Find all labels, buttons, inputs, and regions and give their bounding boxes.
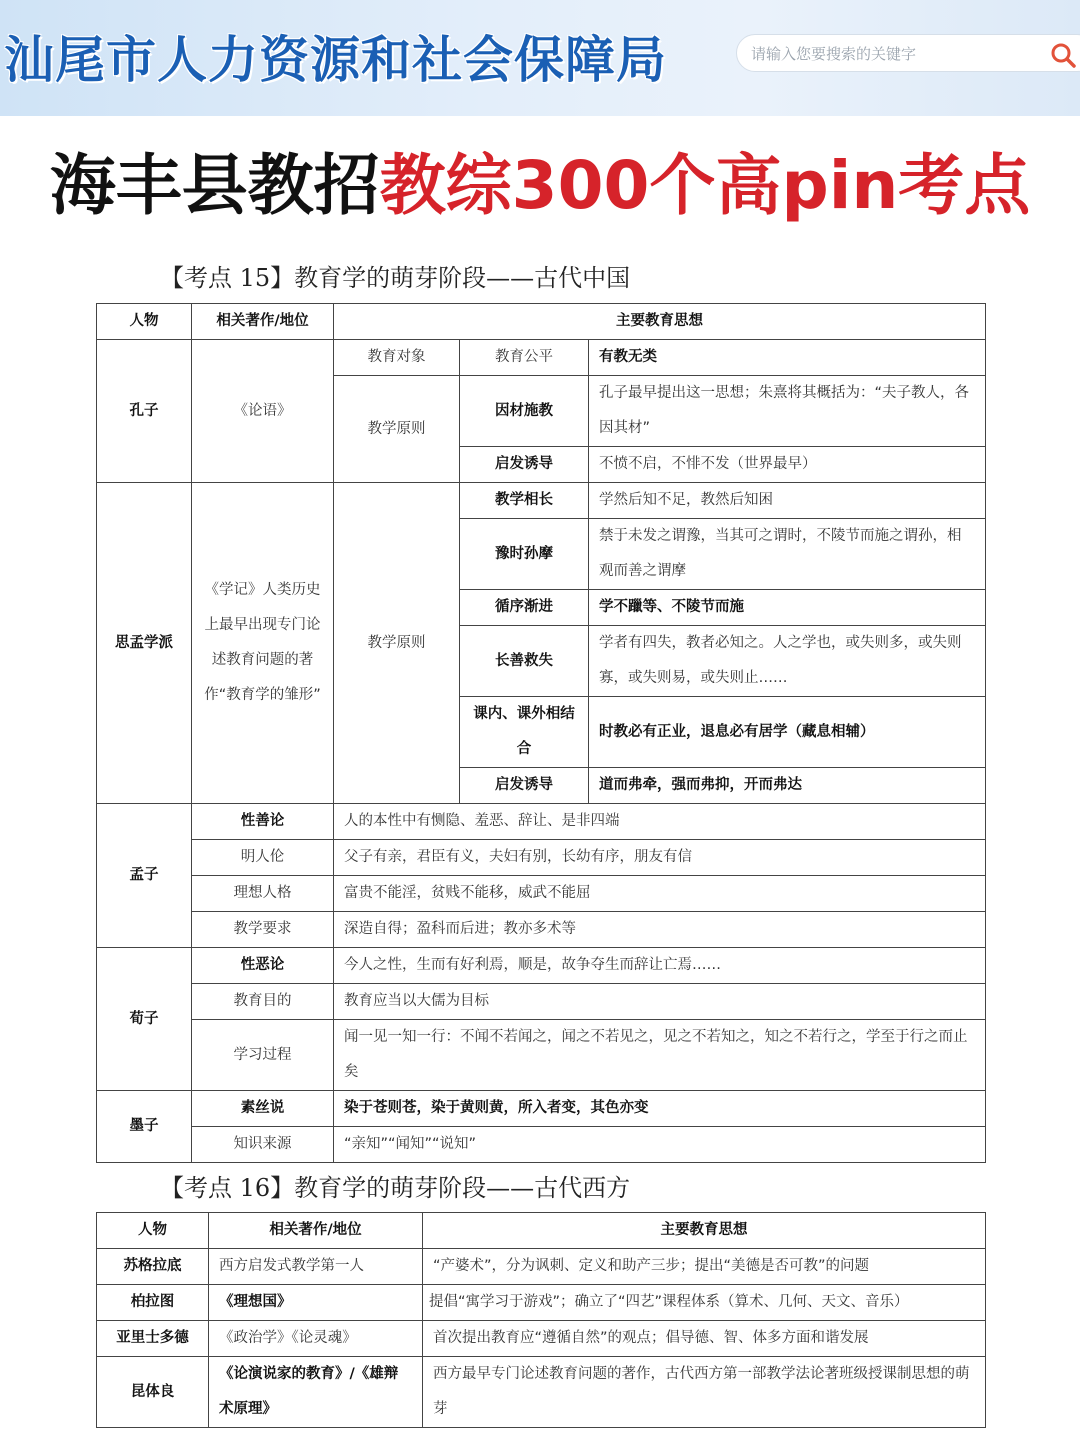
thought-cell: 深造自得；盈科而后进；教亦多术等 — [334, 912, 986, 948]
thought-cell: “亲知”“闻知”“说知” — [334, 1127, 986, 1163]
search-icon[interactable] — [1049, 41, 1077, 69]
sub-cell: 教育目的 — [192, 984, 334, 1020]
sub-cell: 启发诱导 — [460, 447, 589, 483]
sub-cell: 性善论 — [192, 804, 334, 840]
section-15-heading: 【考点 15】教育学的萌芽阶段——古代中国 — [160, 264, 631, 292]
search-box[interactable] — [736, 34, 1080, 72]
sub-cell: 素丝说 — [192, 1091, 334, 1127]
work-cell: 《政治学》《论灵魂》 — [209, 1321, 423, 1357]
header-thought: 主要教育思想 — [423, 1213, 986, 1249]
search-input[interactable] — [751, 41, 1041, 67]
sub-cell: 明人伦 — [192, 840, 334, 876]
thought-cell: 道而弗牵，强而弗抑，开而弗达 — [589, 768, 986, 804]
sub-cell: 因材施教 — [460, 376, 589, 447]
thought-cell: 不愤不启，不悱不发（世界最早） — [589, 447, 986, 483]
thought-cell: 禁于未发之谓豫，当其可之谓时，不陵节而施之谓孙，相观而善之谓摩 — [589, 519, 986, 590]
sub-cell: 课内、课外相结合 — [460, 697, 589, 768]
page-title — [0, 132, 1080, 227]
sub-cell: 性恶论 — [192, 948, 334, 984]
thought-cell: 富贵不能淫，贫贱不能移，威武不能屈 — [334, 876, 986, 912]
thought-cell: 西方最早专门论述教育问题的著作，古代西方第一部教学法论著班级授课制思想的萌芽 — [423, 1357, 986, 1428]
person-mengzi: 孟子 — [97, 804, 192, 948]
person-simeng: 思孟学派 — [97, 483, 192, 804]
thought-cell: 学然后知不足，教然后知困 — [589, 483, 986, 519]
work-cell: 西方启发式教学第一人 — [209, 1249, 423, 1285]
sub-cell: 教育公平 — [460, 340, 589, 376]
site-banner — [0, 0, 1080, 116]
title-part-black: 海丰县教招 — [49, 147, 380, 224]
thought-cell: 提倡“寓学习于游戏”；确立了“四艺”课程体系（算术、几何、天文、音乐） — [423, 1285, 986, 1321]
title-part-red: 教综300个高pin考点 — [379, 147, 1031, 224]
sub-cell: 学习过程 — [192, 1020, 334, 1091]
work-kongzi: 《论语》 — [192, 340, 334, 483]
section-16-heading: 【考点 16】教育学的萌芽阶段——古代西方 — [160, 1174, 631, 1202]
sub-cell: 知识来源 — [192, 1127, 334, 1163]
person-aristotle: 亚里士多德 — [97, 1321, 209, 1357]
thought-cell: “产婆术”，分为讽刺、定义和助产三步；提出“美德是否可教”的问题 — [423, 1249, 986, 1285]
thought-cell: 人的本性中有恻隐、羞恶、辞让、是非四端 — [334, 804, 986, 840]
person-plato: 柏拉图 — [97, 1285, 209, 1321]
work-simeng: 《学记》人类历史上最早出现专门论述教育问题的著作“教育学的雏形” — [192, 483, 334, 804]
table-section-16 — [96, 1212, 986, 1428]
table-section-15 — [96, 303, 986, 1163]
sub-cell: 豫时孙摩 — [460, 519, 589, 590]
sub-cell: 教学要求 — [192, 912, 334, 948]
thought-cell: 教育应当以大儒为目标 — [334, 984, 986, 1020]
person-mozi: 墨子 — [97, 1091, 192, 1163]
header-work: 相关著作/地位 — [192, 304, 334, 340]
thought-cell: 孔子最早提出这一思想；朱熹将其概括为：“夫子教人，各因其材” — [589, 376, 986, 447]
person-socrates: 苏格拉底 — [97, 1249, 209, 1285]
sub-cell: 教学相长 — [460, 483, 589, 519]
work-cell: 《理想国》 — [209, 1285, 423, 1321]
thought-cell: 父子有亲，君臣有义，夫妇有别，长幼有序，朋友有信 — [334, 840, 986, 876]
category-cell: 教育对象 — [334, 340, 460, 376]
person-quintilian: 昆体良 — [97, 1357, 209, 1428]
category-cell: 教学原则 — [334, 483, 460, 804]
sub-cell: 理想人格 — [192, 876, 334, 912]
category-cell: 教学原则 — [334, 376, 460, 483]
work-cell: 《论演说家的教育》/《雄辩术原理》 — [209, 1357, 423, 1428]
thought-cell: 有教无类 — [589, 340, 986, 376]
thought-cell: 染于苍则苍，染于黄则黄，所入者变，其色亦变 — [334, 1091, 986, 1127]
thought-cell: 学不躐等、不陵节而施 — [589, 590, 986, 626]
header-thought: 主要教育思想 — [334, 304, 986, 340]
sub-cell: 长善救失 — [460, 626, 589, 697]
person-xunzi: 荀子 — [97, 948, 192, 1091]
sub-cell: 启发诱导 — [460, 768, 589, 804]
thought-cell: 今人之性，生而有好利焉，顺是，故争夺生而辞让亡焉…… — [334, 948, 986, 984]
header-person: 人物 — [97, 304, 192, 340]
header-work: 相关著作/地位 — [209, 1213, 423, 1249]
header-person: 人物 — [97, 1213, 209, 1249]
thought-cell: 学者有四失，教者必知之。人之学也，或失则多，或失则寡，或失则易，或失则止…… — [589, 626, 986, 697]
thought-cell: 闻一见一知一行：不闻不若闻之，闻之不若见之，见之不若知之，知之不若行之，学至于行之而止矣 — [334, 1020, 986, 1091]
sub-cell: 循序渐进 — [460, 590, 589, 626]
site-title: 汕尾市人力资源和社会保障局 — [4, 31, 667, 89]
thought-cell: 时教必有正业，退息必有居学（藏息相辅） — [589, 697, 986, 768]
thought-cell: 首次提出教育应“遵循自然”的观点；倡导德、智、体多方面和谐发展 — [423, 1321, 986, 1357]
person-kongzi: 孔子 — [97, 340, 192, 483]
